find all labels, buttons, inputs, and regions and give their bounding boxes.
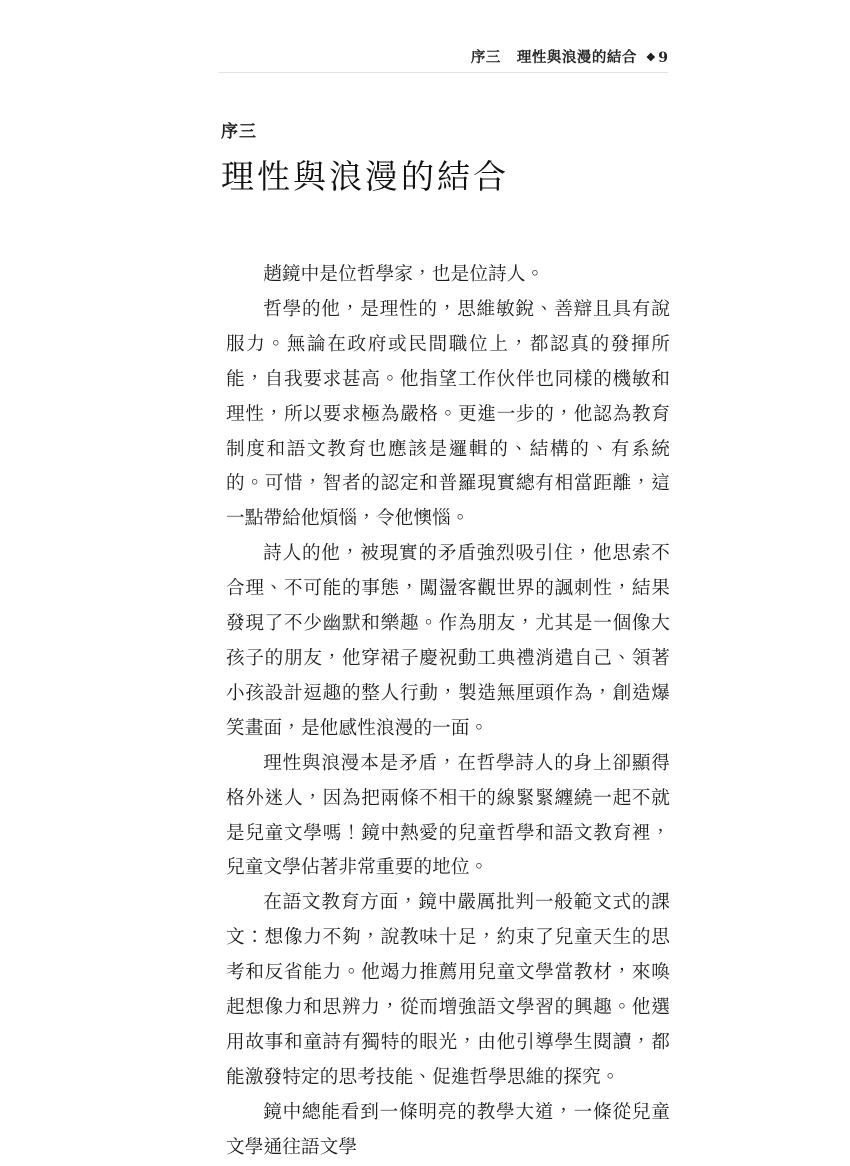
running-head-section-label: 序三	[470, 49, 501, 66]
body-text	[226, 258, 670, 1166]
body-paragraph: 詩人的他，被現實的矛盾強烈吸引住，他思索不合理、不可能的事態，闖盪客觀世界的諷刺性，結果發現了不少幽默和樂趣。作為朋友，尤其是一個像大孩子的朋友，他穿裙子慶祝動工典禮消遣自己、領著小孩設計逗趣的整人行動，製造無厘頭作為，創造爆笑畫面，是他感性浪漫的一面。	[226, 543, 670, 739]
running-head-chapter-title: 理性與浪漫的結合	[516, 49, 637, 66]
page-number: 9	[658, 50, 668, 66]
body-paragraph: 趙鏡中是位哲學家，也是位詩人。	[263, 264, 545, 285]
title-kicker: 序三	[221, 122, 257, 142]
header-divider-rule	[218, 72, 668, 73]
body-paragraph: 在語文教育方面，鏡中嚴厲批判一般範文式的課文：想像力不夠，說教味十足，約束了兒童天生的思考和反省能力。他竭力推薦用兒童文學當教材，來喚起想像力和思辨力，從而增強語文學習的興趣。他選用故事和童詩有獨特的眼光，由他引導學生閱讀，都能激發特定的思考技能、促進哲學思維的探究。	[226, 892, 670, 1088]
body-paragraph: 哲學的他，是理性的，思維敏銳、善辯且具有說服力。無論在政府或民間職位上，都認真的發揮所能，自我要求甚高。他指望工作伙伴也同樣的機敏和理性，所以要求極為嚴格。更進一步的，他認為教育制度和語文教育也應該是邏輯的、結構的、有系統的。可惜，智者的認定和普羅現實總有相當距離，這一點帶給他煩惱，令他懊惱。	[226, 298, 670, 530]
diamond-ornament-icon: ❖	[645, 51, 657, 64]
running-head-content	[218, 46, 668, 67]
body-paragraph: 理性與浪漫本是矛盾，在哲學詩人的身上卻顯得格外迷人，因為把兩條不相干的線緊緊纏繞一起不就是兒童文學嗎！鏡中熱愛的兒童哲學和語文教育裡，兒童文學佔著非常重要的地位。	[226, 752, 670, 879]
page-title: 理性與浪漫的結合	[221, 157, 509, 197]
body-paragraph: 鏡中總能看到一條明亮的教學大道，一條從兒童文學通往語文學	[226, 1101, 670, 1158]
title-block	[221, 122, 681, 220]
running-head	[218, 46, 668, 72]
